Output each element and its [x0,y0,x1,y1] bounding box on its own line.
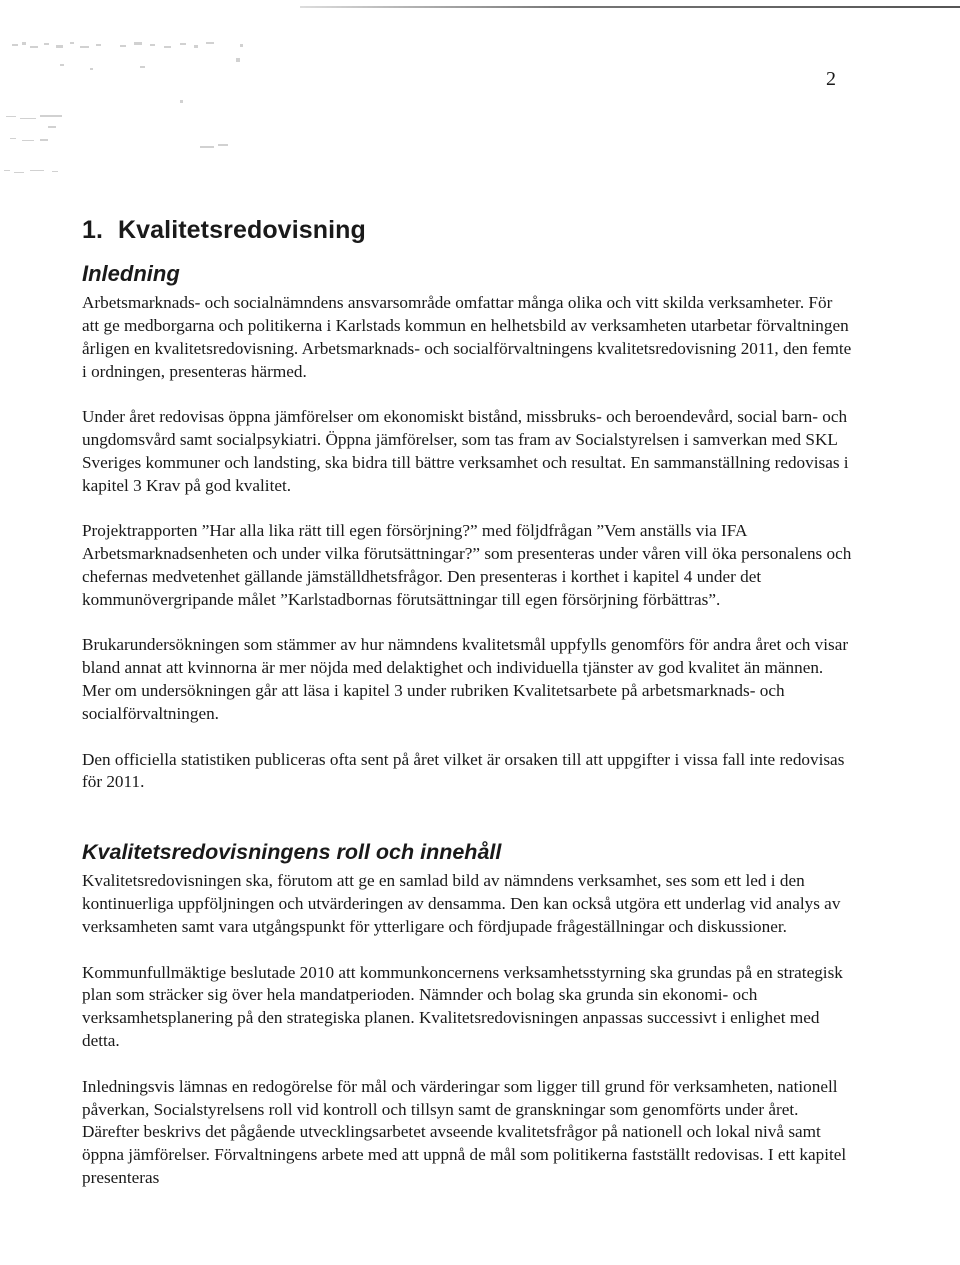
chapter-heading [82,214,852,246]
paragraph: Den officiella statistiken publiceras ofta sent på året vilket är orsaken till att uppgifter i vissa fall inte redovisas för 2011. [82,749,845,792]
document-content [82,214,852,1190]
section-heading-inledning: Inledning [82,261,180,286]
paragraph: Arbetsmarknads- och socialnämndens ansvarsområde omfattar många olika och vitt skilda verksamheter. För att ge medborgarna och politikerna i Karlstads kommun en helhetsbild av verksamheten utarbetar förvaltningen årligen en kvalitetsredovisning. Arbetsmarknads- och socialförvaltningens kvalitetsredovisning 2011, den femte i ordningen, presenteras härmed. [82,293,852,381]
scan-artifact-noise [0,20,300,190]
paragraph: Kvalitetsredovisningen ska, förutom att ge en samlad bild av nämndens verksamhet, ses som ett led i den kontinuerliga uppföljningen och utvärderingen av densamma. Den kan också utgöra ett underlag vid analys av verksamheten samt vara utgångspunkt för ytterligare och fördjupade frågeställningar och diskussioner. [82,871,841,937]
paragraph: Projektrapporten ”Har alla lika rätt till egen försörjning?” med följdfrågan ”Vem anställs via IFA Arbetsmarknadsenheten och under vilka förutsättningar?” som presenteras under våren vill öka personalens och chefernas medvetenhet gällande jämställdhetsfrågor. Den presenteras i korthet i kapitel 4 under det kommunövergripande målet ”Karlstadbornas förutsättningar till egen försörjning förbättras”. [82,521,852,609]
chapter-title: Kvalitetsredovisning [118,216,366,244]
paragraph: Under året redovisas öppna jämförelser om ekonomiskt bistånd, missbruks- och beroendevård, social barn- och ungdomsvård samt socialpsykiatri. Öppna jämförelser, som tas fram av Socialstyrelsen i samverkan med SKL Sveriges kommuner och landsting, ska bidra till bättre verksamhet och resultat. En sammanställning redovisas i kapitel 3 Krav på god kvalitet. [82,407,849,495]
page-number: 2 [826,68,836,90]
paragraph: Inledningsvis lämnas en redogörelse för mål och värderingar som ligger till grund för verksamheten, nationell påverkan, Socialstyrelsens roll vid kontroll och tillsyn samt de granskningar som genomförts under året. Därefter beskrivs det pågående utvecklingsarbetet avseende kvalitetsfrågor på nationell och lokal nivå samt öppna jämförelser. Förvaltningens arbete med att uppnå de mål som politikerna fastställt redovisas. I ett kapitel presenteras [82,1076,847,1188]
section-heading-roll-och-innehall: Kvalitetsredovisningens roll och innehåll [82,840,502,865]
paragraph: Kommunfullmäktige beslutade 2010 att kommunkoncernens verksamhetsstyrning ska grundas på en strategisk plan som sträcker sig över hela mandatperioden. Nämnder och bolag ska grunda sin ekonomi- och verksamhetsplanering på den strategiska planen. Kvalitetsredovisningen anpassas successivt i enlighet med detta. [82,962,843,1051]
chapter-number: 1. [82,216,104,244]
paragraph: Brukarundersökningen som stämmer av hur nämndens kvalitetsmål uppfylls genomförs för andra året och visar bland annat att kvinnorna är mer nöjda med delaktighet och individuella tjänster av god kvalitet än männen. Mer om undersökningen går att läsa i kapitel 3 under rubriken Kvalitetsarbete på arbetsmarknads- och socialförvaltningen. [82,635,849,724]
top-scan-rule [300,6,960,8]
